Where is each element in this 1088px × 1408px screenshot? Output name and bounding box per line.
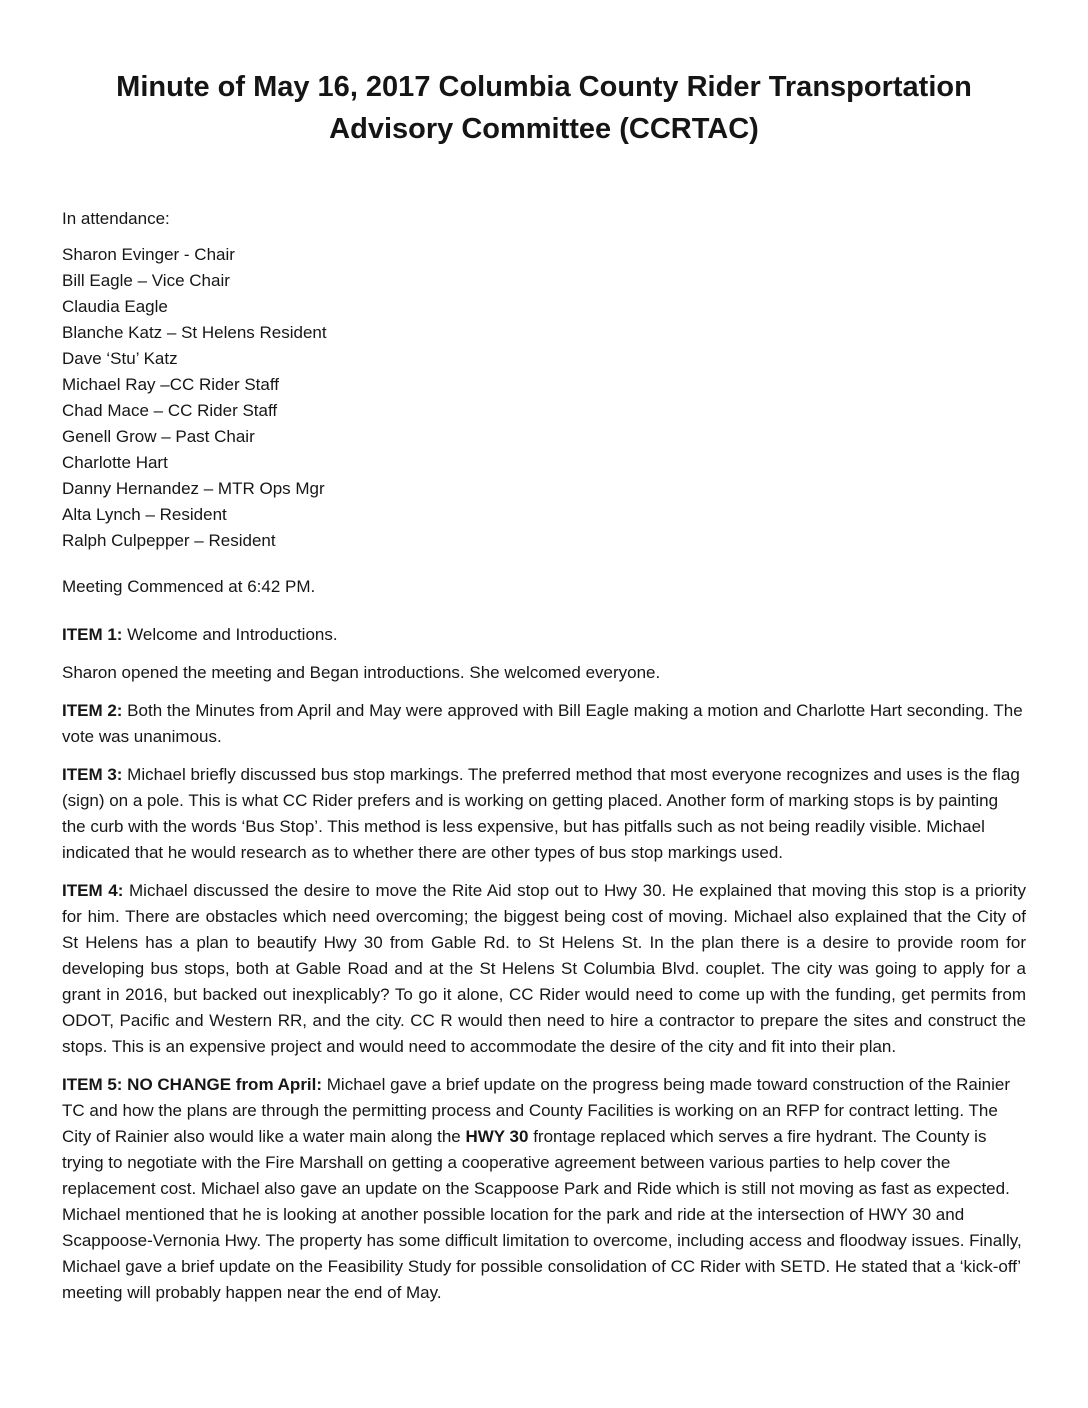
item-1-body bbox=[62, 660, 1026, 686]
document-title: Minute of May 16, 2017 Columbia County Rider Transportation Advisory Committee (CCRTAC) bbox=[116, 71, 972, 146]
attendee: Dave ‘Stu’ Katz bbox=[62, 349, 178, 369]
item-5-text-2: frontage replaced which serves a fire hydrant. The County is trying to negotiate with the Fire Marshall on getting a cooperative agreement between various parties to help cover the replacement cost. Michael also gave an update on the Scappoose Park and Ride which is still not moving as fast as expected. Michael mentioned that he is looking at another possible location for the park and ride at the intersection of HWY 30 and Scappoose-Vernonia Hwy. The property has some difficult limitation to overcome, including access and floodway issues. Finally, Michael gave a brief update on the Feasibility Study for possible consolidation of CC Rider with SETD. He stated that a ‘kick-off’ meeting will probably happen near the end of May. bbox=[62, 1127, 1022, 1303]
item-1-body-text: Sharon opened the meeting and Began introductions. She welcomed everyone. bbox=[62, 663, 661, 683]
item-4-paragraph bbox=[62, 878, 1026, 1060]
item-5-text-1: Michael gave a brief update on the progress being made toward construction of the Rainier TC and how the plans are through the permitting process and County Facilities is working on an RFP for contract letting. The City of Rainier also would like a water main along the bbox=[62, 1075, 1011, 1147]
item-5-hwy30-bold: HWY 30 bbox=[465, 1127, 529, 1147]
item-4-label: ITEM 4: bbox=[62, 881, 124, 901]
item-3-label: ITEM 3: bbox=[62, 765, 123, 785]
attendee: Blanche Katz – St Helens Resident bbox=[62, 323, 327, 343]
item-3-text: Michael briefly discussed bus stop markings. The preferred method that most everyone recognizes and uses is the flag (sign) on a pole. This is what CC Rider prefers and is working on getting placed. Another form of marking stops is by painting the curb with the words ‘Bus Stop’. This method is less expensive, but has pitfalls such as not being readily visible. Michael indicated that he would research as to whether there are other types of bus stop markings used. bbox=[62, 765, 1020, 863]
item-1-text: Welcome and Introductions. bbox=[122, 625, 338, 645]
attendee: Michael Ray –CC Rider Staff bbox=[62, 375, 279, 395]
item-5-paragraph bbox=[62, 1072, 1026, 1306]
item-2-text: Both the Minutes from April and May were approved with Bill Eagle making a motion and Charlotte Hart seconding. The vote was unanimous. bbox=[62, 701, 1023, 747]
attendee: Genell Grow – Past Chair bbox=[62, 427, 255, 447]
attendee: Sharon Evinger - Chair bbox=[62, 245, 235, 265]
attendee: Charlotte Hart bbox=[62, 453, 168, 473]
item-2-label: ITEM 2: bbox=[62, 701, 123, 721]
attendee: Claudia Eagle bbox=[62, 297, 168, 317]
item-2-paragraph bbox=[62, 698, 1026, 750]
attendance-heading: In attendance: bbox=[62, 209, 170, 229]
attendance-list bbox=[62, 242, 1026, 554]
attendee: Alta Lynch – Resident bbox=[62, 505, 227, 525]
attendee: Chad Mace – CC Rider Staff bbox=[62, 401, 278, 421]
item-1-label: ITEM 1: bbox=[62, 625, 123, 645]
attendee: Danny Hernandez – MTR Ops Mgr bbox=[62, 479, 325, 499]
meeting-commenced-line: Meeting Commenced at 6:42 PM. bbox=[62, 577, 316, 597]
item-3-paragraph bbox=[62, 762, 1026, 866]
item-1-heading bbox=[62, 622, 1026, 648]
item-5-label: ITEM 5: NO CHANGE from April: bbox=[62, 1075, 323, 1095]
attendee: Bill Eagle – Vice Chair bbox=[62, 271, 230, 291]
attendee: Ralph Culpepper – Resident bbox=[62, 531, 276, 551]
item-4-text: Michael discussed the desire to move the Rite Aid stop out to Hwy 30. He explained that moving this stop is a priority for him. There are obstacles which need overcoming; the biggest being cost of moving. Michael also explained that the City of St Helens has a plan to beautify Hwy 30 from Gable Rd. to St Helens St. In the plan there is a desire to provide room for developing bus stops, both at Gable Road and at the St Helens St Columbia Blvd. couplet. The city was going to apply for a grant in 2016, but backed out inexplicably? To go it alone, CC Rider would need to come up with the funding, get permits from ODOT, Pacific and Western RR, and the city. CC R would then need to hire a contractor to prepare the sites and construct the stops. This is an expensive project and would need to accommodate the desire of the city and fit into their plan. bbox=[62, 881, 1027, 1057]
